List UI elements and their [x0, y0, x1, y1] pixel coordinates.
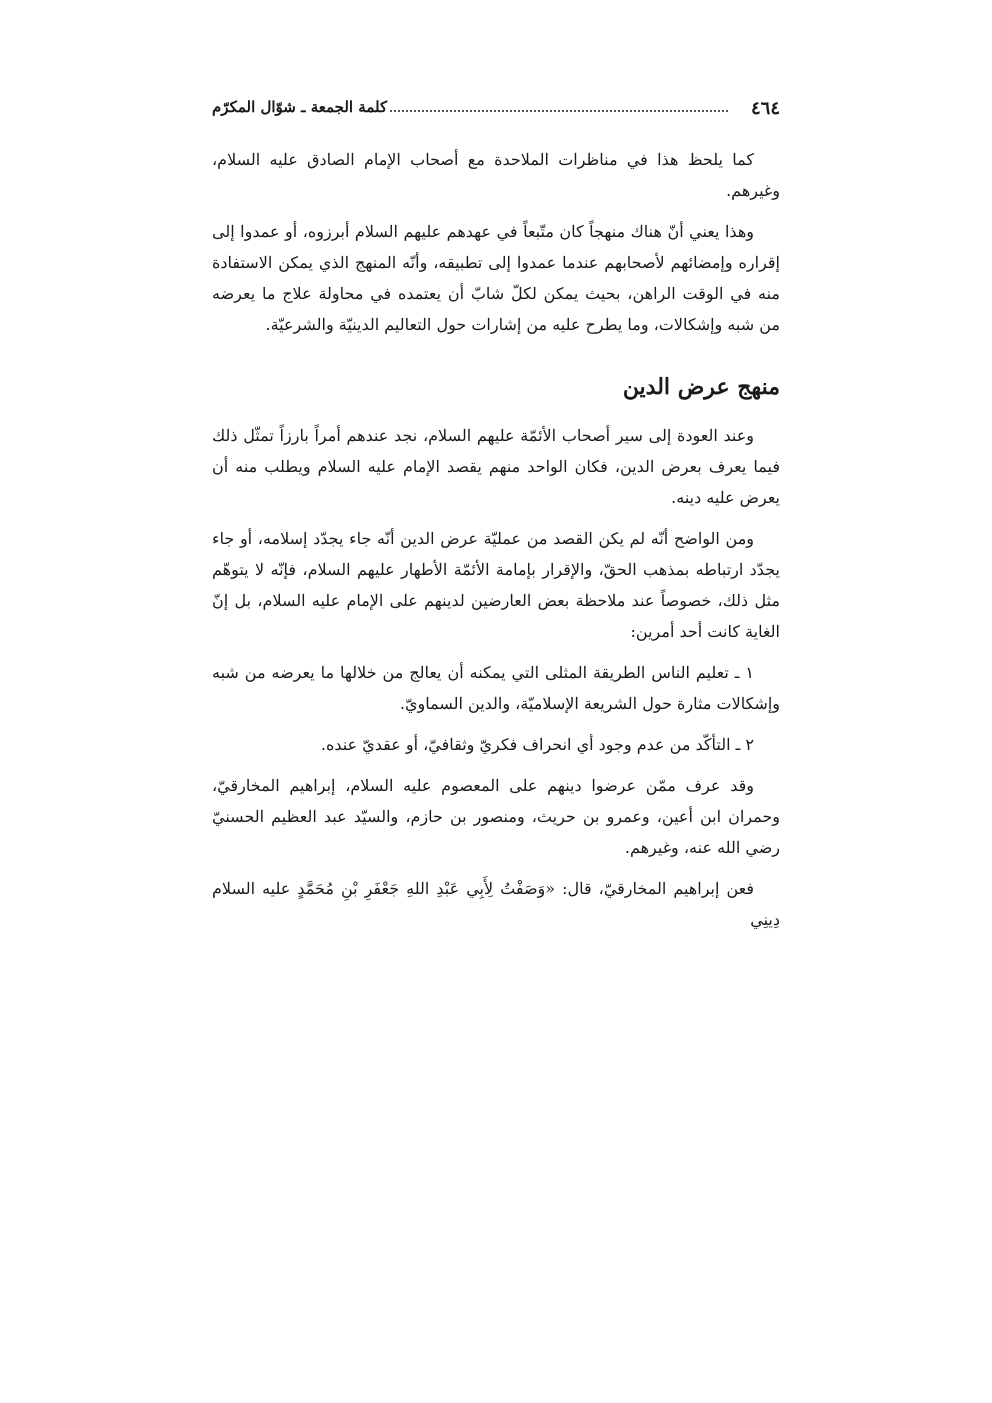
- intro-text: [212, 144, 780, 340]
- list-item: ٢ ـ التأكّد من عدم وجود أي انحراف فكريّ وثقافيّ، أو عقديّ عنده.: [320, 735, 754, 754]
- header-dotted-rule: [390, 110, 728, 112]
- section-body: [212, 420, 780, 935]
- page: [212, 96, 780, 945]
- paragraph: وقد عرف ممّن عرضوا دينهم على المعصوم عليه السلام، إبراهيم المخارقيّ، وحمران ابن أعين، وعمرو بن حريث، ومنصور بن حازم، والسيّد عبد العظيم الحسنيّ رضي الله عنه، وغيرهم.: [212, 776, 780, 857]
- section-title: منهج عرض الدين: [622, 374, 780, 400]
- paragraph: وعند العودة إلى سير أصحاب الأئمّة عليهم السلام، نجد عندهم أمراً بارزاً تمثّل ذلك فيما يعرف بعرض الدين، فكان الواحد منهم يقصد الإمام عليه السلام ويطلب منه أن يعرض عليه دينه.: [212, 426, 780, 507]
- journal-title: كلمة الجمعة ـ شوّال المكرّم: [212, 98, 388, 116]
- paragraph: كما يلحظ هذا في مناظرات الملاحدة مع أصحاب الإمام الصادق عليه السلام، وغيرهم.: [212, 150, 780, 200]
- running-header: [212, 96, 780, 130]
- list-item: ١ ـ تعليم الناس الطريقة المثلى التي يمكنه أن يعالج من خلالها ما يعرضه من شبه وإشكالات مثارة حول الشريعة الإسلاميّة، والدين السماويّ.: [212, 663, 780, 713]
- paragraph: وهذا يعني أنّ هناك منهجاً كان متّبعاً في عهدهم عليهم السلام أبرزوه، أو عمدوا إلى إقراره وإمضائهم لأصحابهم عندما عمدوا إلى تطبيقه، وأنّه المنهج الذي يمكن الاستفادة منه في الوقت الراهن، بحيث يمكن لكلّ شابّ أن يعتمده في محاولة علاج ما يعرضه من شبه وإشكالات، وما يطرح عليه من إشارات حول التعاليم الدينيّة والشرعيّة.: [212, 222, 781, 334]
- paragraph: فعن إبراهيم المخارقيّ، قال: «وَصَفْتُ لِأَبِي عَبْدِ اللهِ جَعْفَرِ بْنِ مُحَمَّدٍ عليه السلام دِينِي: [212, 879, 780, 929]
- paragraph: ومن الواضح أنّه لم يكن القصد من عمليّة عرض الدين أنّه جاء يجدّد إسلامه، أو جاء يجدّد ارتباطه بمذهب الحقّ، والإقرار بإمامة الأئمّة الأطهار عليهم السلام، فإنّه لا يتوهّم مثل ذلك، خصوصاً عند ملاحظة بعض العارضين لدينهم على الإمام عليه السلام، بل إنّ الغاية كانت أحد أمرين:: [212, 529, 780, 641]
- page-number: ٤٦٤: [750, 98, 780, 119]
